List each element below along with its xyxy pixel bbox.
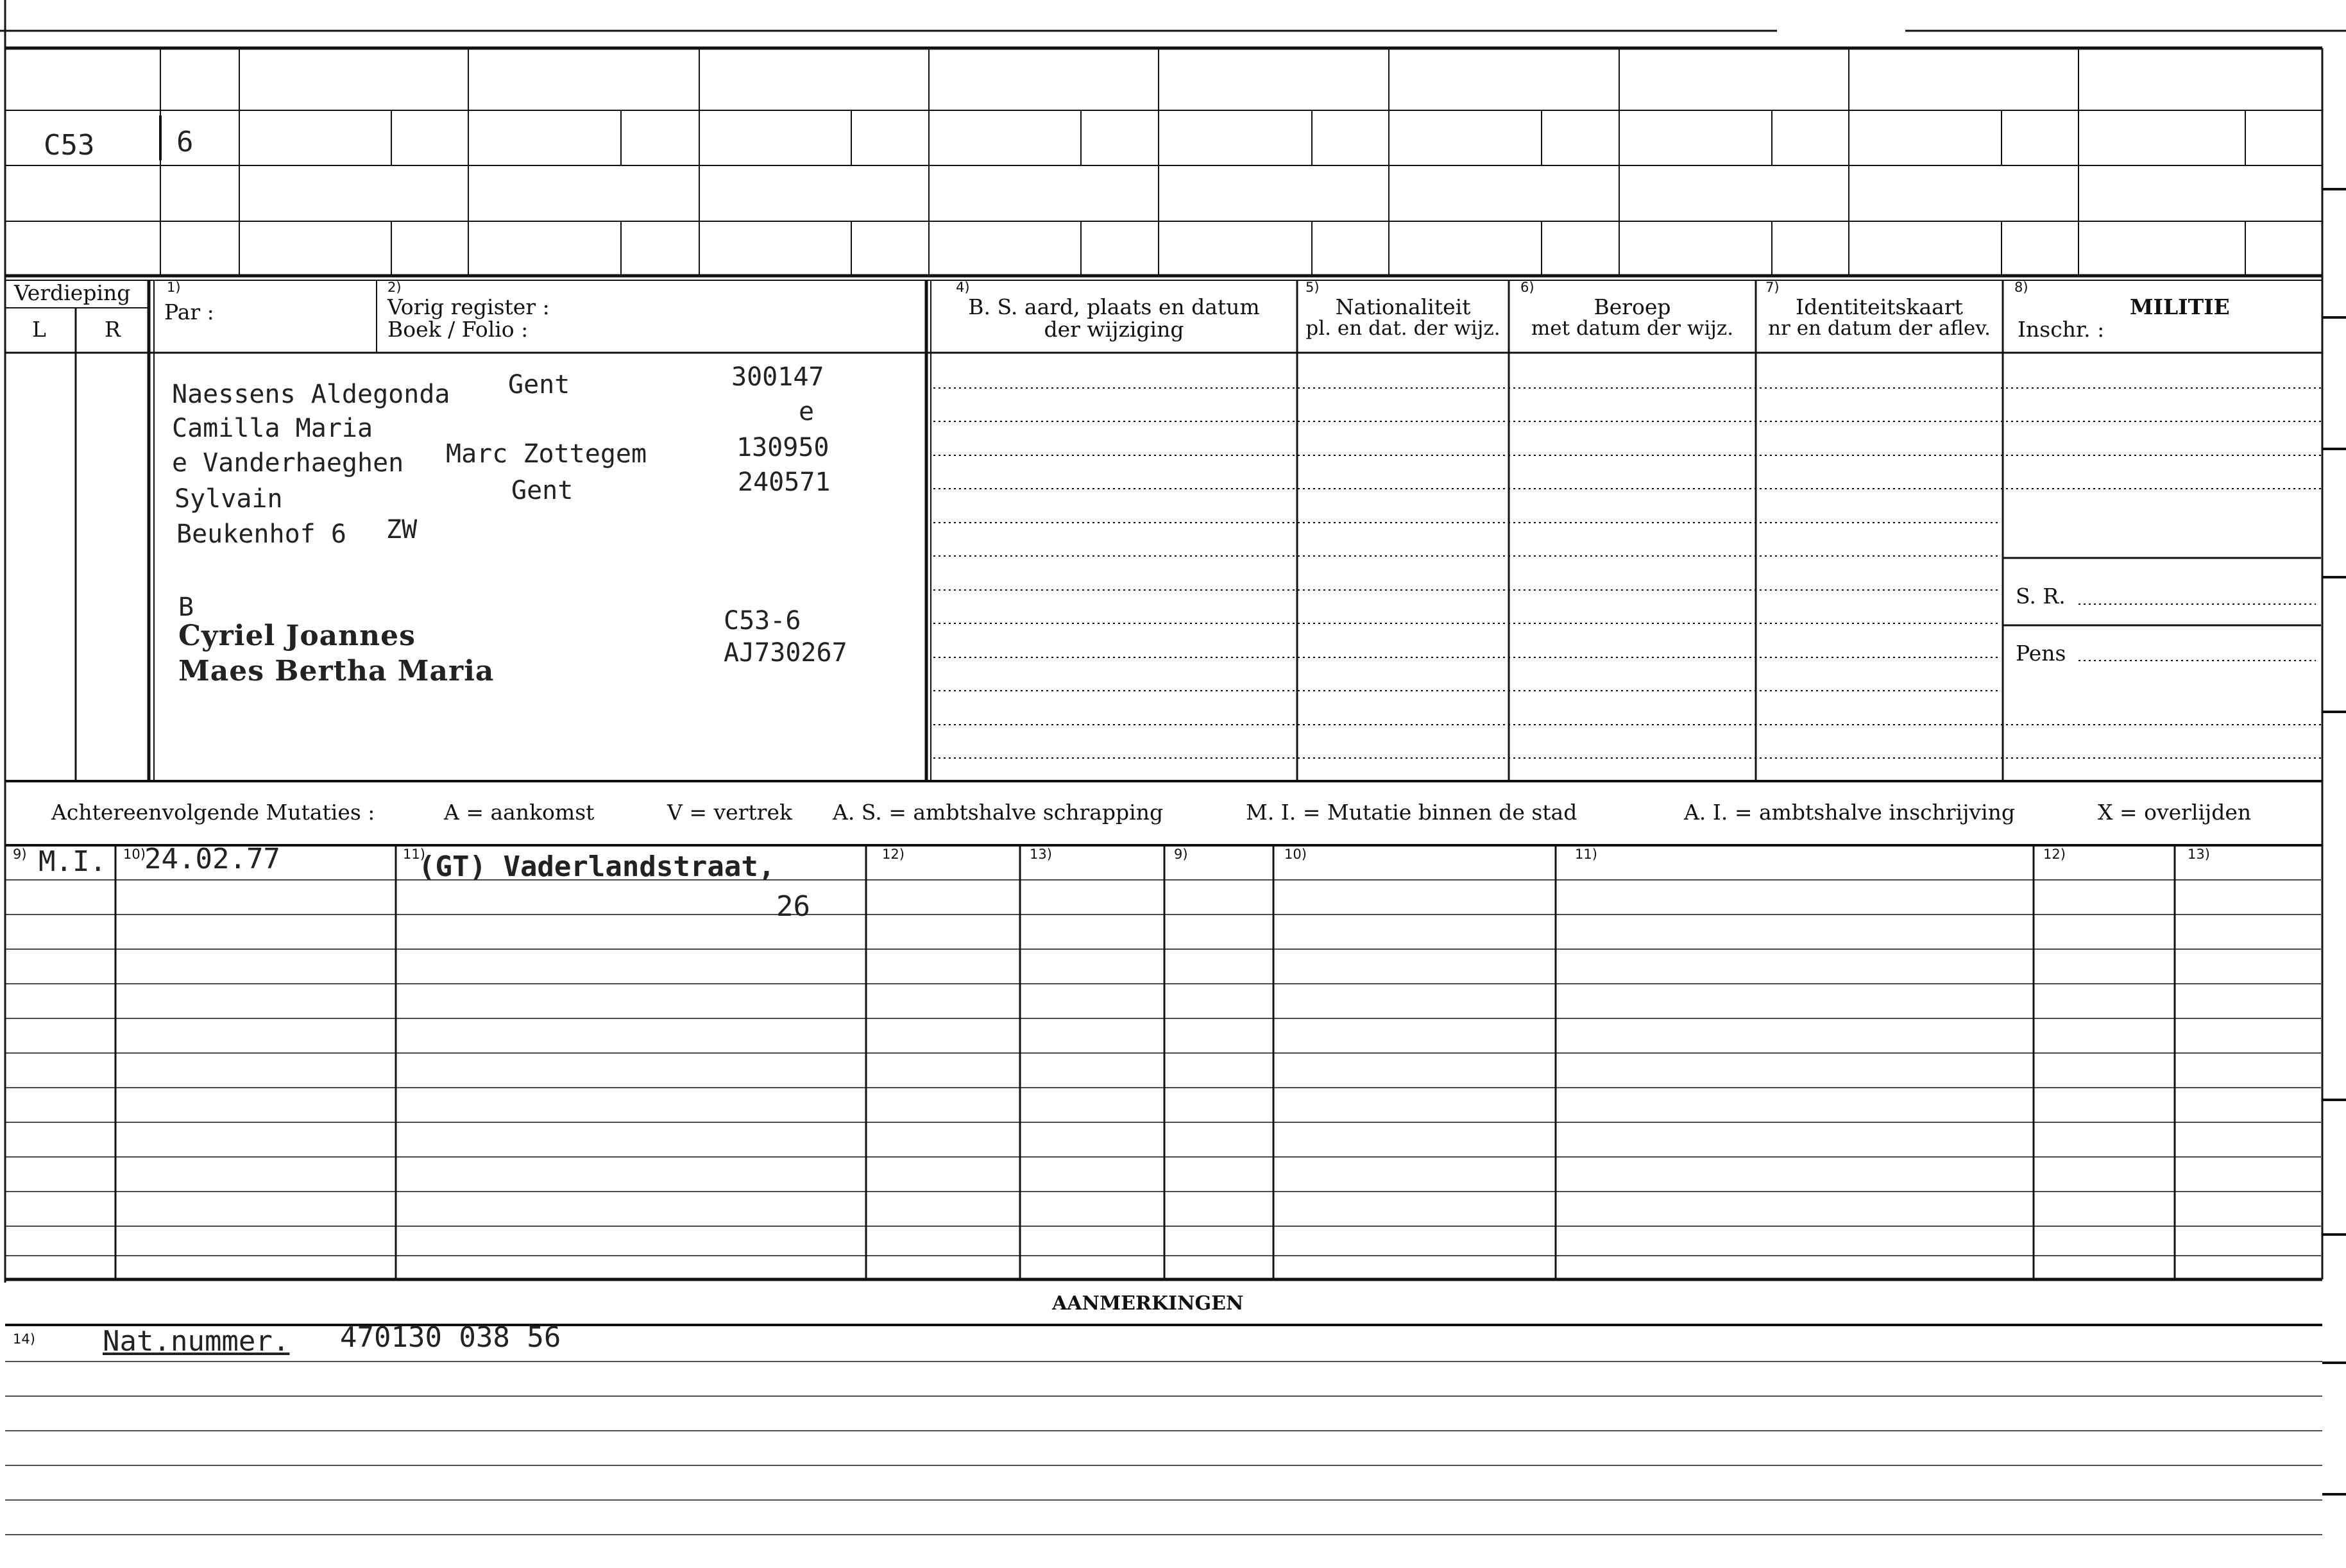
beroep-label: Beroep (1594, 294, 1671, 319)
zone: ZW (386, 515, 418, 544)
person-birthplace: Gent (508, 370, 570, 400)
beroep-label-2: met datum der wijz. (1531, 317, 1734, 340)
right-label: R (105, 317, 121, 342)
legend-overlijden: X = overlijden (2098, 800, 2252, 825)
militie-num: 8) (2014, 280, 2028, 295)
spouse-given-name: Sylvain (174, 484, 283, 514)
nat-num: 5) (1305, 280, 1320, 295)
card-code: C53 (44, 129, 95, 162)
mutation-house-number: 26 (776, 890, 810, 923)
col-num-13: 13) (1030, 847, 1052, 862)
bs-num: 4) (956, 280, 970, 295)
inschr-label: Inschr. : (2018, 317, 2105, 342)
nationaliteit-label-2: pl. en dat. der wijz. (1305, 317, 1500, 340)
bs-label: B. S. aard, plaats en datum (968, 294, 1260, 319)
legend-aankomst: A = aankomst (444, 800, 595, 825)
mutation-date: 24.02.77 (144, 843, 280, 875)
nat-nummer-value: 470130 038 56 (340, 1321, 561, 1354)
col-num-9b: 9) (1174, 847, 1188, 862)
vorig-num: 2) (387, 280, 402, 295)
par-num: 1) (167, 280, 181, 295)
vorig-register-label: Vorig register : (387, 294, 550, 319)
left-label: L (32, 317, 46, 342)
col-num-12: 12) (882, 847, 905, 862)
parent-1: Cyriel Joannes (178, 620, 416, 652)
militie-label: MILITIE (2130, 294, 2230, 319)
boek-folio-label: Boek / Folio : (387, 317, 529, 342)
reference-1: C53-6 (724, 606, 801, 636)
par-label: Par : (164, 299, 214, 325)
col-num-13b: 13) (2188, 847, 2210, 862)
aanmerkingen-num: 14) (13, 1331, 35, 1347)
col-num-10b: 10) (1284, 847, 1307, 862)
col-num-9: 9) (13, 847, 27, 862)
marriage-date: 240571 (738, 468, 831, 497)
person-name: Naessens Aldegonda (172, 380, 450, 409)
spouse-birthdate: 130950 (736, 433, 829, 462)
spouse-birthplace: Marc Zottegem (446, 439, 647, 469)
mutation-type: M.I. (38, 845, 106, 878)
mutation-address: (GT) Vaderlandstraat, (418, 850, 776, 883)
nat-nummer-label: Nat.nummer. (103, 1325, 290, 1358)
reference-2: AJ730267 (724, 638, 847, 668)
verdieping-label: Verdieping (14, 280, 131, 305)
col-num-11b: 11) (1575, 847, 1597, 862)
marriage-place: Gent (511, 476, 574, 505)
sr-label: S. R. (2016, 584, 2066, 609)
identiteitskaart-label-2: nr en datum der aflev. (1768, 317, 1991, 340)
person-given-names: Camilla Maria (172, 414, 373, 443)
identiteitskaart-label: Identiteitskaart (1796, 294, 1963, 319)
bs-label-2: der wijziging (1044, 317, 1184, 342)
col-num-10: 10) (123, 847, 146, 862)
spouse-name: e Vanderhaeghen (172, 448, 404, 478)
e-mark: e (799, 397, 815, 426)
parent-2: Maes Bertha Maria (178, 655, 495, 687)
legend-mutatie: M. I. = Mutatie binnen de stad (1246, 800, 1577, 825)
legend-schrapping: A. S. = ambtshalve schrapping (833, 800, 1164, 825)
address: Beukenhof 6 (176, 519, 346, 549)
legend-vertrek: V = vertrek (667, 800, 792, 825)
person-birthdate: 300147 (731, 362, 824, 392)
aanmerkingen-title: AANMERKINGEN (1052, 1292, 1244, 1315)
id-num: 7) (1765, 280, 1780, 295)
nationaliteit-label: Nationaliteit (1335, 294, 1471, 319)
beroep-num: 6) (1520, 280, 1534, 295)
b-mark: B (178, 593, 194, 622)
mutaties-title: Achtereenvolgende Mutaties : (51, 800, 375, 825)
pens-label: Pens (2016, 641, 2066, 666)
legend-inschrijving: A. I. = ambtshalve inschrijving (1684, 800, 2016, 825)
card-number: 6 (176, 126, 194, 158)
col-num-12b: 12) (2043, 847, 2066, 862)
col-num-11: 11) (403, 847, 425, 862)
